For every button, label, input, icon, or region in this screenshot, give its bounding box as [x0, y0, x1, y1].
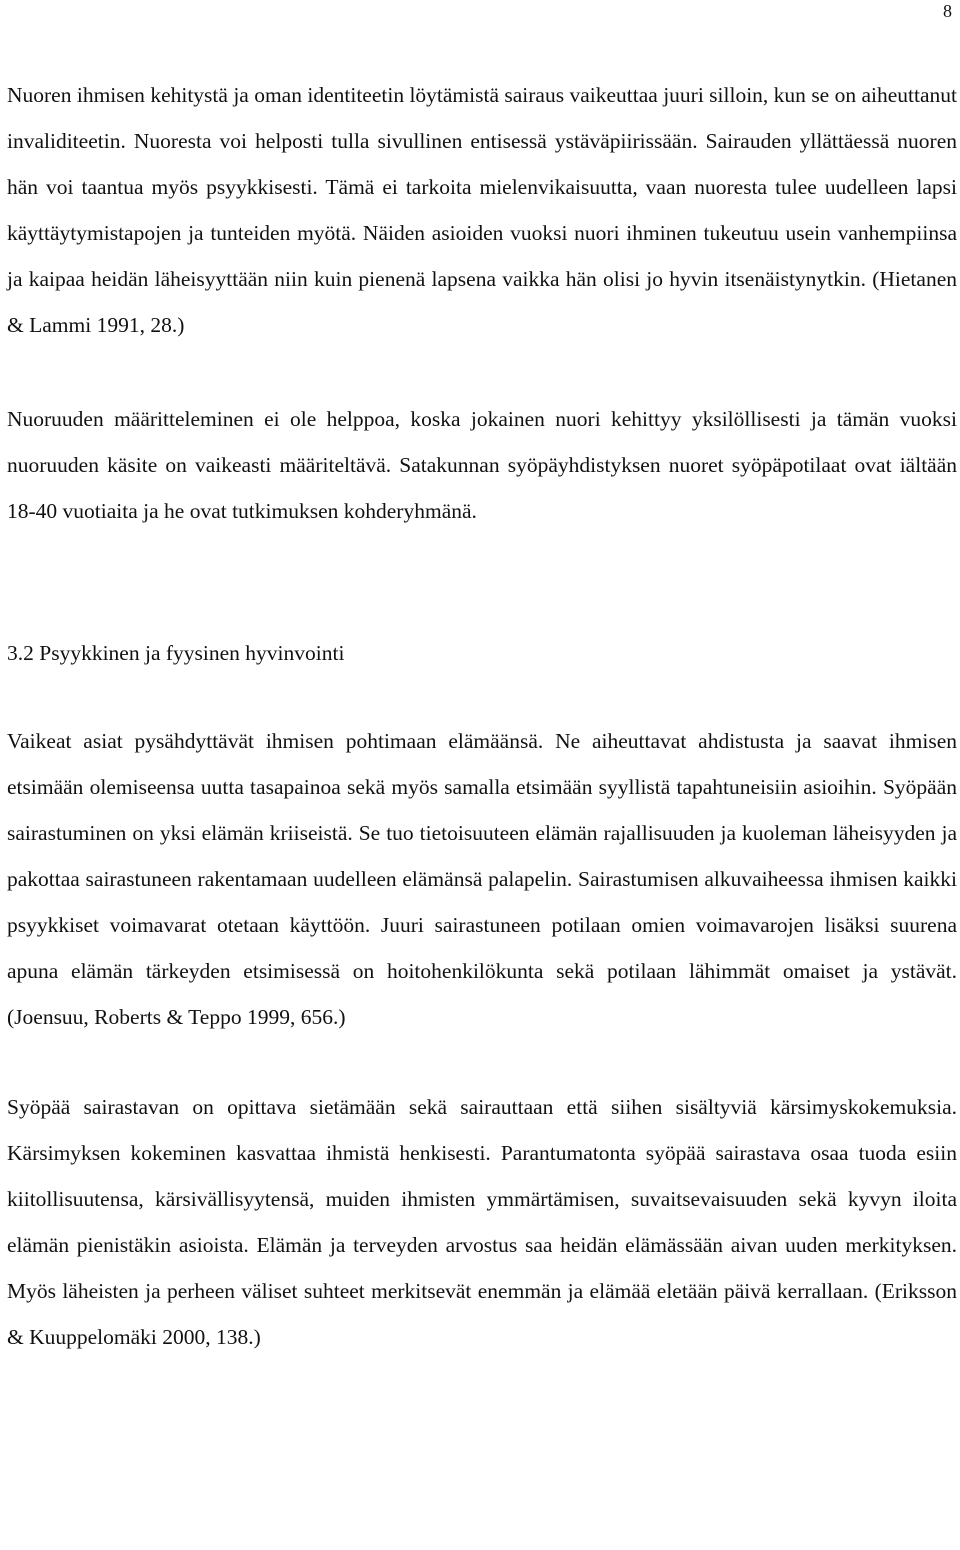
- paragraph-karsimys: Syöpää sairastavan on opittava sietämään sekä sairauttaan että siihen sisältyviä kärsimyskokemuksia. Kärsimyksen kokeminen kasvattaa ihmistä henkisesti. Parantumatonta syöpää sairastava osaa tuoda esiin kiitollisuutensa, kärsivällisyytensä, muiden ihmisten ymmärtämisen, suvaitsevaisuuden sekä kyvyn iloita elämän pienistäkin asioista. Elämän ja terveyden arvostus saa heidän elämässään aivan uuden merkityksen. Myös läheisten ja perheen väliset suhteet merkitsevät enemmän ja elämää eletään päivä kerrallaan. (Eriksson & Kuuppelomäki 2000, 138.): [7, 1095, 957, 1349]
- document-body: [7, 72, 957, 1360]
- section-heading: 3.2 Psyykkinen ja fyysinen hyvinvointi: [7, 641, 345, 665]
- paragraph-nuoruuden-maarittely: Nuoruuden määritteleminen ei ole helppoa, koska jokainen nuori kehittyy yksilöllisesti ja tämän vuoksi nuoruuden käsite on vaikeasti määriteltävä. Satakunnan syöpäyhdistyksen nuoret syöpäpotilaat ovat iältään 18-40 vuotiaita ja he ovat tutkimuksen kohderyhmänä.: [7, 407, 957, 523]
- paragraph-vaikeat-asiat: Vaikeat asiat pysähdyttävät ihmisen pohtimaan elämäänsä. Ne aiheuttavat ahdistusta ja saavat ihmisen etsimään olemiseensa uutta tasapainoa sekä myös samalla etsimään syyllistä tapahtuneisiin asioihin. Syöpään sairastuminen on yksi elämän kriiseistä. Se tuo tietoisuuteen elämän rajallisuuden ja kuoleman läheisyyden ja pakottaa sairastuneen rakentamaan uudelleen elämänsä palapelin. Sairastumisen alkuvaiheessa ihmisen kaikki psyykkiset voimavarat otetaan käyttöön. Juuri sairastuneen potilaan omien voimavarojen lisäksi suurena apuna elämän tärkeyden etsimisessä on hoitohenkilökunta sekä potilaan lähimmät omaiset ja ystävät. (Joensuu, Roberts & Teppo 1999, 656.): [7, 729, 957, 1029]
- paragraph-nuoruus-identiteetti: Nuoren ihmisen kehitystä ja oman identiteetin löytämistä sairaus vaikeuttaa juuri silloin, kun se on aiheuttanut invaliditeetin. Nuoresta voi helposti tulla sivullinen entisessä ystäväpiirissään. Sairauden yllättäessä nuoren hän voi taantua myös psyykkisesti. Tämä ei tarkoita mielenvikaisuutta, vaan nuoresta tulee uudelleen lapsi käyttäytymistapojen ja tunteiden myötä. Näiden asioiden vuoksi nuori ihminen tukeutuu usein vanhempiinsa ja kaipaa heidän läheisyyttään niin kuin pienenä lapsena vaikka hän olisi jo hyvin itsenäistynytkin. (Hietanen & Lammi 1991, 28.): [7, 83, 957, 337]
- page-number: 8: [943, 1, 952, 21]
